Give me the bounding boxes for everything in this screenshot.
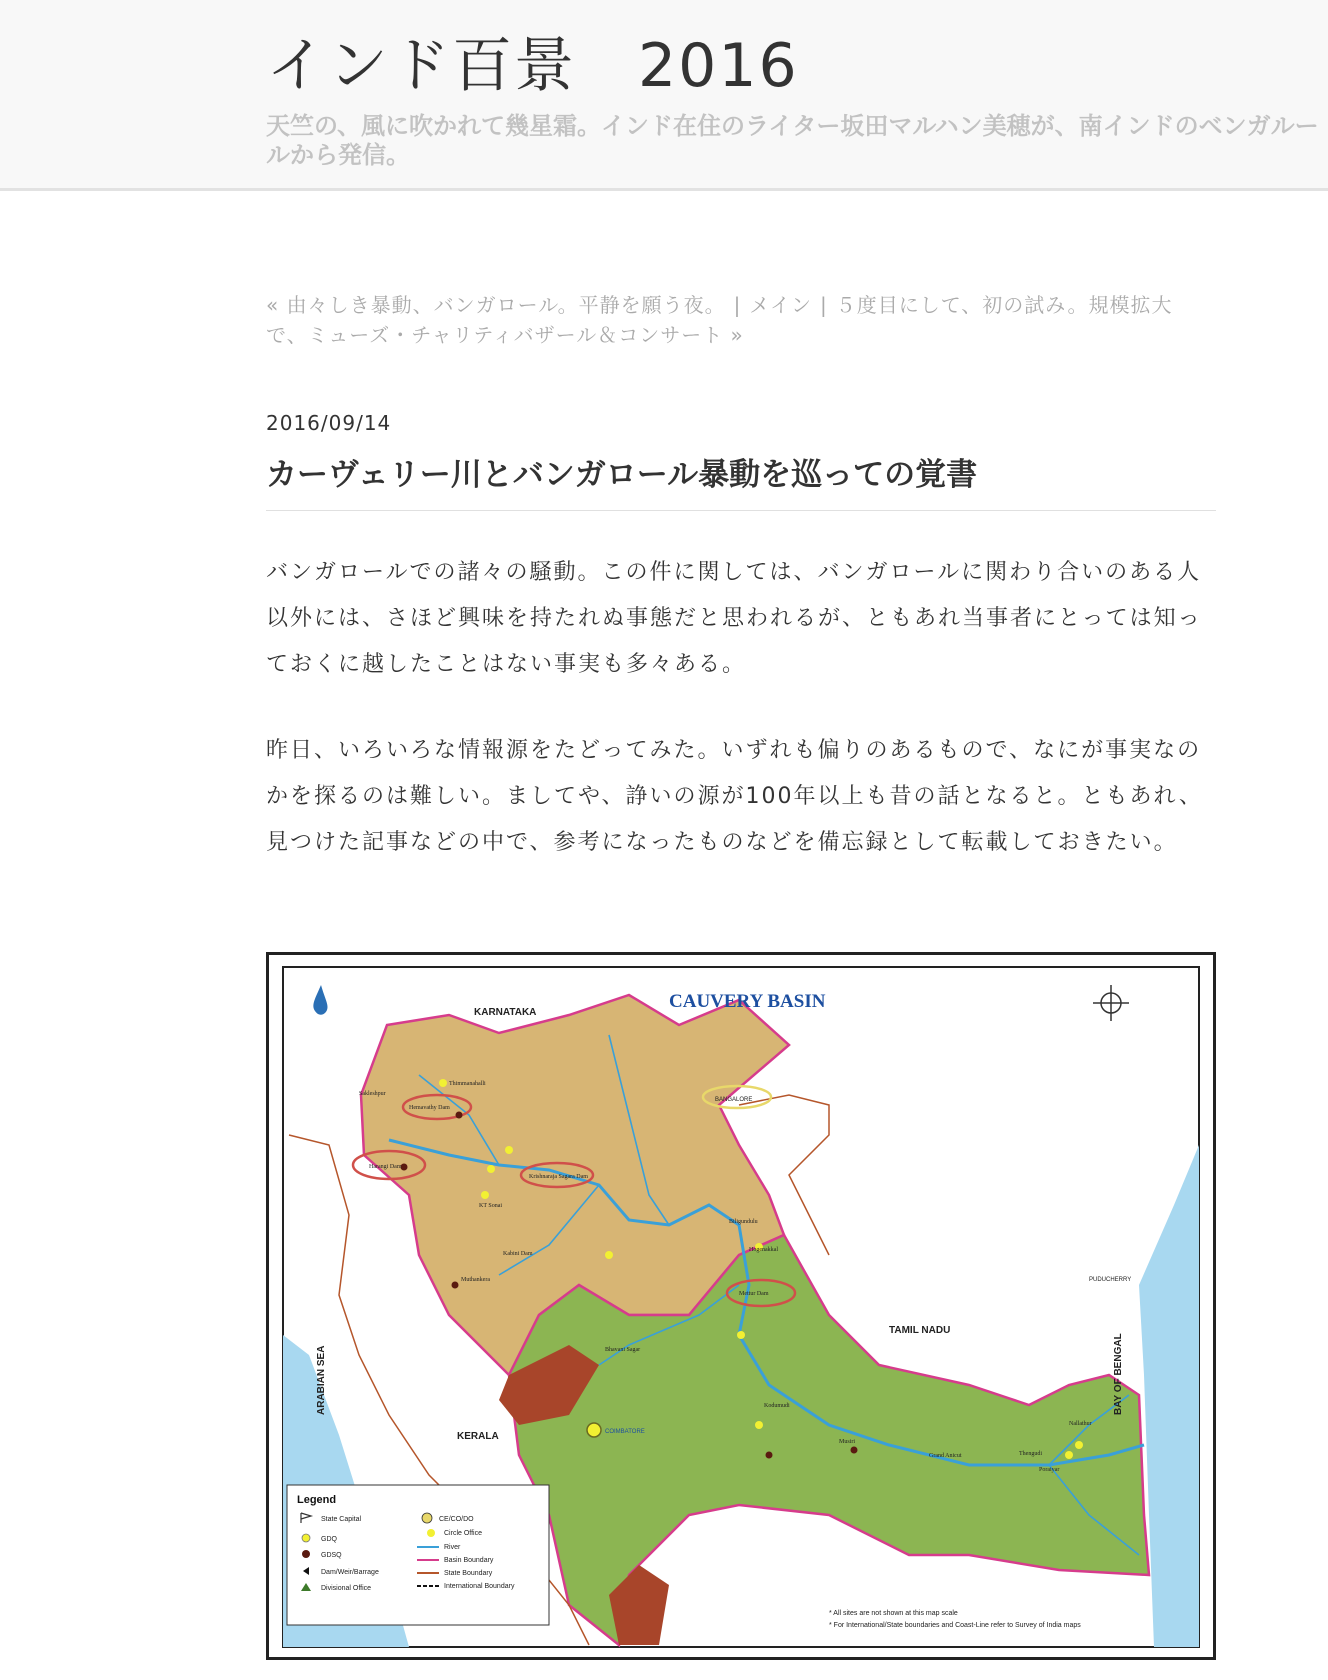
site-marker <box>439 1079 447 1087</box>
label-kodumudi: Kodumudi <box>764 1403 790 1409</box>
site-marker <box>755 1421 763 1429</box>
site-marker <box>456 1112 463 1119</box>
site-marker <box>587 1423 601 1437</box>
legend-item: Dam/Weir/Barrage <box>321 1569 379 1576</box>
nav-separator: | <box>733 293 742 317</box>
map-title: CAUVERY BASIN <box>669 991 826 1012</box>
map-note: * All sites are not shown at this map scale <box>829 1610 958 1617</box>
site-marker <box>481 1191 489 1199</box>
legend-item: River <box>444 1544 461 1551</box>
star-icon <box>302 1534 310 1542</box>
legend-item: International Boundary <box>444 1583 515 1590</box>
label-hemavathy-dam: Hemavathy Dam <box>409 1105 450 1111</box>
post-title[interactable]: カーヴェリー川とバンガロール暴動を巡っての覚書 <box>266 452 1216 511</box>
legend-item: State Boundary <box>444 1570 493 1577</box>
label-nallathur: Nallathur <box>1069 1421 1092 1427</box>
map-canvas <box>269 955 1213 1657</box>
legend-item: GDQ <box>321 1536 337 1543</box>
post-navigation <box>266 290 1186 350</box>
label-biligundulu: Biligundulu <box>729 1219 758 1225</box>
state-label-tamil-nadu: TAMIL NADU <box>889 1325 951 1336</box>
label-grand-anicut: Grand Anicut <box>929 1453 962 1459</box>
label-bhavani-sagar: Bhavani Sagar <box>605 1347 641 1353</box>
nav-separator: | <box>819 293 828 317</box>
map-note: * For International/State boundaries and Coast-Line refer to Survey of India maps <box>829 1622 1081 1629</box>
label-thengudi: Thengudi <box>1019 1451 1042 1457</box>
blog-header <box>0 0 1328 191</box>
sea-label-arabian-sea: ARABIAN SEA <box>316 1345 327 1415</box>
site-marker <box>505 1146 513 1154</box>
site-marker <box>452 1282 459 1289</box>
sea-label-bay-of-bengal: BAY OF BENGAL <box>1113 1333 1124 1415</box>
cauvery-basin-map[interactable] <box>266 952 1216 1660</box>
site-marker <box>1065 1451 1073 1459</box>
post-date: 2016/09/14 <box>266 411 392 435</box>
label-hogenakkal: Hogenakkal <box>749 1247 778 1253</box>
circle-office-icon <box>422 1513 432 1523</box>
next-post-link[interactable]: ５度目にして、初の試み。規模拡大で、ミューズ・チャリティバザール＆コンサート » <box>266 293 1173 347</box>
label-mettur-dam: Mettur Dam <box>739 1291 769 1297</box>
site-marker <box>1075 1441 1083 1449</box>
label-kabini-dam: Kabini Dam <box>503 1251 533 1257</box>
state-label-kerala: KERALA <box>457 1431 499 1442</box>
site-marker <box>737 1331 745 1339</box>
label-ktsonai: KT Sonai <box>479 1203 503 1209</box>
previous-post-link[interactable]: « 由々しき暴動、バンガロール。平静を願う夜。 <box>266 293 726 317</box>
state-label-karnataka: KARNATAKA <box>474 1007 537 1018</box>
legend-heading: Legend <box>297 1494 337 1506</box>
label-musiri: Musiri <box>839 1439 856 1445</box>
site-marker <box>851 1447 858 1454</box>
post-paragraph: 昨日、いろいろな情報源をたどってみた。いずれも偏りのあるもので、なにが事実なのかを探るのは難しい。ましてや、諍いの源が100年以上も昔の話となると。ともあれ、見つけた記事などの中で、参考になったものなどを備忘録として転載しておきたい。 <box>266 738 1203 855</box>
star-icon <box>302 1550 310 1558</box>
site-marker <box>401 1164 408 1171</box>
label-coimbatore: COIMBATORE <box>605 1429 645 1435</box>
label-thimmanahalli: Thimmanahalli <box>449 1081 486 1087</box>
legend-item: GDSQ <box>321 1552 342 1559</box>
label-harangi-dam: Harangi Dam <box>369 1164 402 1170</box>
legend-item: CE/CO/DO <box>439 1516 474 1523</box>
label-puducherry: PUDUCHERRY <box>1089 1277 1132 1283</box>
post-paragraph: バンガロールでの諸々の騒動。この件に関しては、バンガロールに関わり合いのある人以外には、さほど興味を持たれぬ事態だと思われるが、ともあれ当事者にとっては知っておくに越したことはない事実も多々ある。 <box>266 560 1202 677</box>
circle-office-icon <box>427 1529 435 1537</box>
map-legend <box>287 1485 549 1625</box>
label-bangalore: BANGALORE <box>715 1097 753 1103</box>
label-krs-dam: Krishnaraja Sagara Dam <box>529 1174 588 1180</box>
label-sakleshpur: Sakleshpur <box>359 1091 386 1097</box>
blog-description: 天竺の、風に吹かれて幾星霜。インド在住のライター坂田マルハン美穂が、南インドのベンガルールから発信。 <box>266 112 1319 169</box>
main-page-link[interactable]: メイン <box>749 293 812 317</box>
blog-title[interactable]: インド百景 2016 <box>266 31 799 101</box>
site-marker <box>487 1165 495 1173</box>
label-muthankera: Muthankera <box>461 1277 490 1283</box>
legend-item: State Capital <box>321 1516 362 1523</box>
legend-item: Basin Boundary <box>444 1557 494 1564</box>
legend-item: Divisional Office <box>321 1585 372 1592</box>
site-marker <box>605 1251 613 1259</box>
legend-item: Circle Office <box>444 1530 482 1537</box>
site-marker <box>766 1452 773 1459</box>
label-poraiyar: Poraiyar <box>1039 1467 1060 1473</box>
